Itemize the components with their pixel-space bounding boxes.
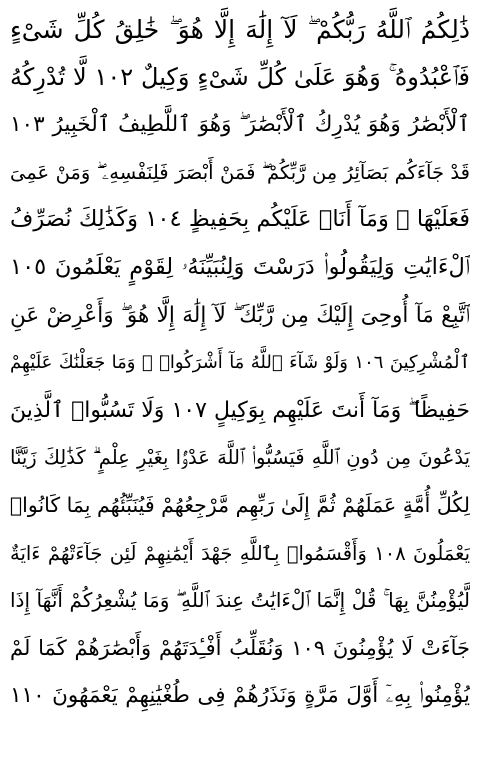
text-line-5: فَعَلَيْهَا ۚ وَمَآ أَنَا۠ عَلَيْكُم بِحَفِيظٍ ١٠٤ وَكَذَٰلِكَ نُصَرِّفُ [10,206,470,233]
text-line-1: ذَٰلِكُمُ ٱللَّهُ رَبُّكُمْ ۖ لَآ إِلَٰهَ إِلَّا هُوَ ۖ خَٰلِقُ كُلِّ شَىْءٍ [10,15,470,44]
text-line-7: ٱتَّبِعْ مَآ أُوحِىَ إِلَيْكَ مِن رَّبِّكَ ۖ لَآ إِلَٰهَ إِلَّا هُوَ ۖ وَأَعْرِضْ عَنِ [10,302,470,328]
text-line-9: حَفِيظًا ۖ وَمَآ أَنتَ عَلَيْهِم بِوَكِيلٍ ١٠٧ وَلَا تَسُبُّوا۟ ٱلَّذِينَ [10,397,470,423]
text-line-15: يُؤْمِنُوا۟ بِهِۦٓ أَوَّلَ مَرَّةٍ وَنَذَرُهُمْ فِى طُغْيَٰنِهِمْ يَعْمَهُونَ ١١٠ [10,683,470,709]
text-line-4: قَدْ جَآءَكُم بَصَآئِرُ مِن رَّبِّكُمْ ۖ فَمَنْ أَبْصَرَ فَلِنَفْسِهِۦ ۖ وَمَنْ عَمِىَ [10,160,470,184]
text-line-3: ٱلْأَبْصَٰرُ وَهُوَ يُدْرِكُ ٱلْأَبْصَٰرَ ۖ وَهُوَ ٱللَّطِيفُ ٱلْخَبِيرُ ١٠٣ [10,112,470,138]
text-line-12: يَعْمَلُونَ ١٠٨ وَأَقْسَمُوا۟ بِٱللَّهِ جَهْدَ أَيْمَٰنِهِمْ لَئِن جَآءَتْهُمْ ءَايَةٌ [10,541,470,565]
text-line-2: فَٱعْبُدُوهُ ۚ وَهُوَ عَلَىٰ كُلِّ شَىْءٍ وَكِيلٌ ١٠٢ لَّا تُدْرِكُهُ [10,62,470,91]
text-line-13: لَّيُؤْمِنُنَّ بِهَا ۚ قُلْ إِنَّمَا ٱلْءَايَٰتُ عِندَ ٱللَّهِ ۖ وَمَا يُشْعِرُكُمْ أَنَّهَآ إِذَا [10,588,470,613]
text-line-14: جَآءَتْ لَا يُؤْمِنُونَ ١٠٩ وَنُقَلِّبُ أَفْـِٔدَتَهُمْ وَأَبْصَٰرَهُمْ كَمَا لَمْ [10,635,470,660]
text-line-6: ٱلْءَايَٰتِ وَلِيَقُولُوا۟ دَرَسْتَ وَلِنُبَيِّنَهُۥ لِقَوْمٍ يَعْلَمُونَ ١٠٥ [10,253,470,280]
text-line-10: يَدْعُونَ مِن دُونِ ٱللَّهِ فَيَسُبُّوا۟ ٱللَّهَ عَدْوًۢا بِغَيْرِ عِلْمٍ ۗ كَذَٰلِكَ زَيَّنَّا [10,446,470,470]
text-line-11: لِكُلِّ أُمَّةٍ عَمَلَهُمْ ثُمَّ إِلَىٰ رَبِّهِم مَّرْجِعُهُمْ فَيُنَبِّئُهُم بِمَا كَانُوا۟ [10,492,470,517]
text-line-8: ٱلْمُشْرِكِينَ ١٠٦ وَلَوْ شَآءَ ٱللَّهُ مَآ أَشْرَكُوا۟ ۗ وَمَا جَعَلْنَٰكَ عَلَيْهِمْ [10,352,470,374]
